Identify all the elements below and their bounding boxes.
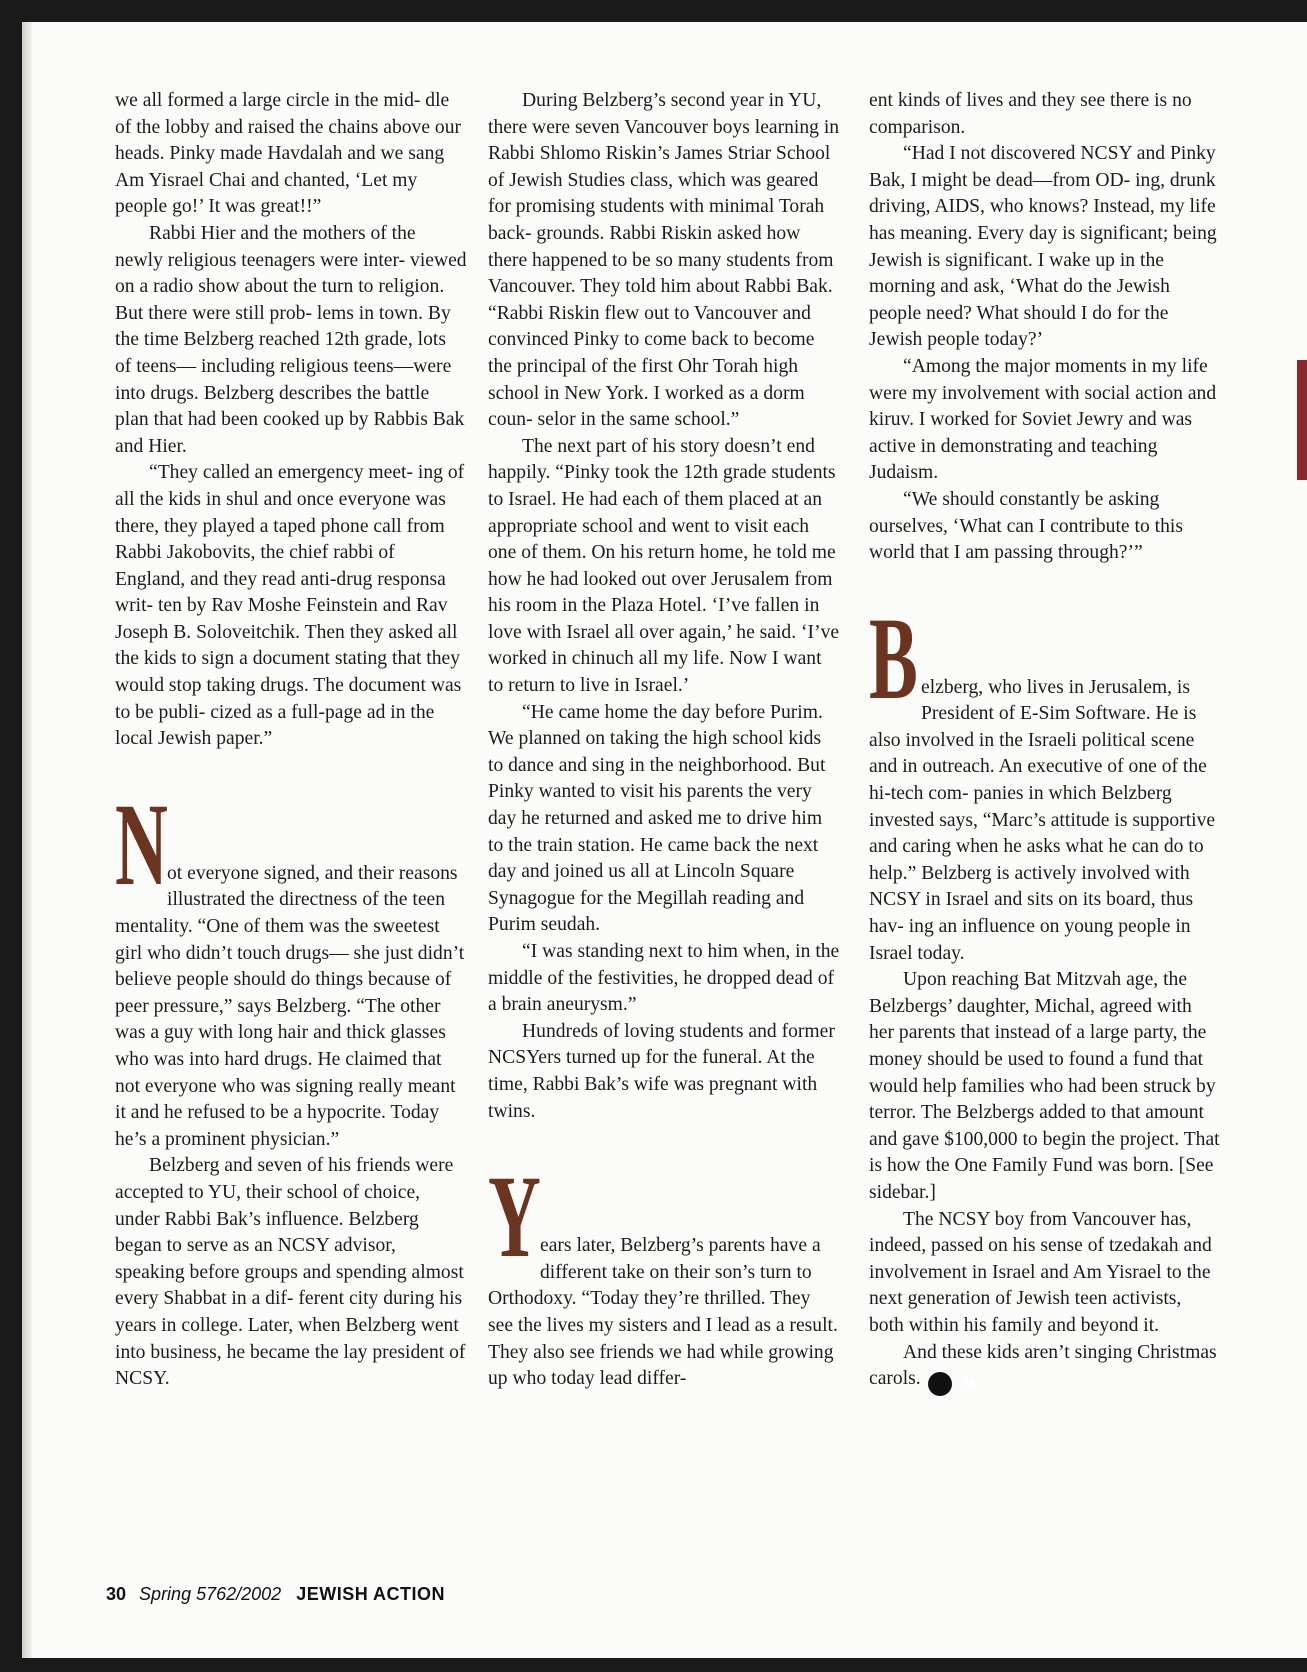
closing-paragraph <box>869 1340 1221 1397</box>
page-spine-shadow <box>22 22 32 1658</box>
dropcap-section <box>115 778 467 1154</box>
closing-text: And these kids aren’t singing Christmas carols. <box>869 1341 1217 1390</box>
magazine-name: JEWISH ACTION <box>296 1584 446 1604</box>
edge-color-tab <box>1297 360 1307 480</box>
paragraph: “They called an emergency meet- ing of all the kids in shul and once everyone was there, they played a taped phone call from Rabbi Jakobovits, the chief rabbi of England, and they read anti-drug responsa writ- ten by Rav Moshe Feinstein and Rav Joseph B. Soloveitchik. Then they asked all the kids to sign a document stating that they would stop taking drugs. The document was to be publi- cized as a full-page ad in the local Jewish paper.” <box>115 462 465 750</box>
dropcap-section <box>869 592 1221 968</box>
dropcap-letter: Y <box>488 1151 541 1283</box>
paragraph: “Among the major moments in my life were my involvement with social action and kiruv. I worked for Soviet Jewry and was active in demonstrating and teaching Judaism. <box>869 355 1217 484</box>
dropcap-paragraph: elzberg, who lives in Jerusalem, is President of E-Sim Software. He is also involved in the Israeli political scene and in outreach. An executive of one of the hi-tech com- panies in which Belzberg invested says, “Marc’s attitude is supportive and caring when he asks what he can do to help.” Belzberg is actively involved with NCSY in Israel and sits on its board, thus hav- ing an influence on young people in Israel today. <box>869 676 1216 964</box>
paragraph: “I was standing next to him when, in the middle of the festivities, he dropped dead of a brain aneurysm.” <box>488 941 840 1016</box>
paragraph: Hundreds of loving students and former NCSYers turned up for the funeral. At the time, Rabbi Bak’s wife was pregnant with twins. <box>488 1020 835 1122</box>
paragraph: The NCSY boy from Vancouver has, indeed, passed on his sense of tzedakah and involvement in Israel and Am Yisrael to the next generation of Jewish teen activists, both within his family and beyond it. <box>869 1208 1212 1336</box>
paragraph: During Belzberg’s second year in YU, there were seven Vancouver boys learning in Rabbi Shlomo Riskin’s James Striar School of Jewish Studies class, which was geared for promising students with minimal Torah back- grounds. Rabbi Riskin asked how there happened to be so many students from Vancouver. They told him about Rabbi Bak. “Rabbi Riskin flew out to Vancouver and convinced Pinky to come back to become the principal of the first Ohr Torah high school in New York. I worked as a dorm coun- selor in the same school.” <box>488 90 840 431</box>
article-column-1 <box>115 88 467 1393</box>
dropcap-letter: B <box>869 592 918 724</box>
page-number: 30 <box>106 1584 127 1604</box>
paragraph: The next part of his story doesn’t end happily. “Pinky took the 12th grade students to Israel. He had each of them placed at an appropriate school and went to visit each one of them. On his return home, he told me how he had looked out over Jerusalem from his room in the Plaza Hotel. ‘I’ve fallen in love with Israel all over again,’ he said. ‘I’ve worked in chinuch all my life. Now I want to return to live in Israel.’ <box>488 435 840 697</box>
article-column-3 <box>869 88 1221 1396</box>
paragraph: “He came home the day before Purim. We planned on taking the high school kids to dance and sing in the neighborhood. But Pinky wanted to visit his parents the very day he returned and asked me to drive him to the train station. He came back the next day and joined us all at Lincoln Square Synagogue for the Megillah reading and Purim seudah. <box>488 701 826 936</box>
paragraph: we all formed a large circle in the mid- dle of the lobby and raised the chains above our heads. Pinky made Havdalah and we sang Am Yisrael Chai and chanted, ‘Let my people go!’ It was great!!” <box>115 90 462 218</box>
dropcap-section <box>488 1151 840 1393</box>
paragraph: “Had I not discovered NCSY and Pinky Bak, I might be dead—from OD- ing, drunk driving, AIDS, who knows? Instead, my life has meaning. Every day is significant; being Jewish is significant. I wake up in the morning and ask, ‘What do the Jewish people need? What should I do for the Jewish people today?’ <box>869 143 1217 351</box>
paragraph: ent kinds of lives and they see there is no comparison. <box>869 90 1192 138</box>
paragraph: “We should constantly be asking ourselves, ‘What can I contribute to this world that I am passing through?’” <box>869 488 1183 564</box>
paragraph: Belzberg and seven of his friends were accepted to YU, their school of choice, under Rabbi Bak’s influence. Belzberg began to serve as an NCSY advisor, speaking before groups and spending almost every Shabbat in a dif- ferent city during his years in college. Later, when Belzberg went into business, he became the lay president of NCSY. <box>115 1155 466 1390</box>
paragraph: Rabbi Hier and the mothers of the newly religious teenagers were inter- viewed on a radio show about the turn to religion. But there were still prob- lems in town. By the time Belzberg reached 12th grade, lots of teens— including religious teens—were into drugs. Belzberg describes the battle plan that had been cooked up by Rabbis Bak and Hier. <box>115 222 467 457</box>
ja-end-mark-icon: JA <box>928 1372 952 1396</box>
page-footer <box>106 1584 445 1605</box>
issue-date: Spring 5762/2002 <box>139 1584 282 1604</box>
article-column-2 <box>488 88 840 1393</box>
dropcap-letter: N <box>115 778 168 910</box>
dropcap-paragraph: ears later, Belzberg’s parents have a different take on their son’s turn to Orthodoxy. “Today they’re thrilled. They see the lives my sisters and I lead as a result. They also see friends we had while growing up who today lead differ- <box>488 1235 838 1390</box>
paragraph: Upon reaching Bat Mitzvah age, the Belzbergs’ daughter, Michal, agreed with her parents that instead of a large party, the money should be used to found a fund that would help families who had been struck by terror. The Belzbergs added to that amount and gave $100,000 to begin the project. That is how the One Family Fund was born. [See sidebar.] <box>869 969 1220 1203</box>
dropcap-paragraph: ot everyone signed, and their reasons illustrated the directness of the teen mentality. “One of them was the sweetest girl who didn’t touch drugs— she just didn’t believe people should do things because of peer pressure,” says Belzberg. “The other was a guy with long hair and thick glasses who was into hard drugs. He claimed that not everyone who was signing really meant it and he refused to be a hypocrite. Today he’s a prominent physician.” <box>115 862 465 1150</box>
